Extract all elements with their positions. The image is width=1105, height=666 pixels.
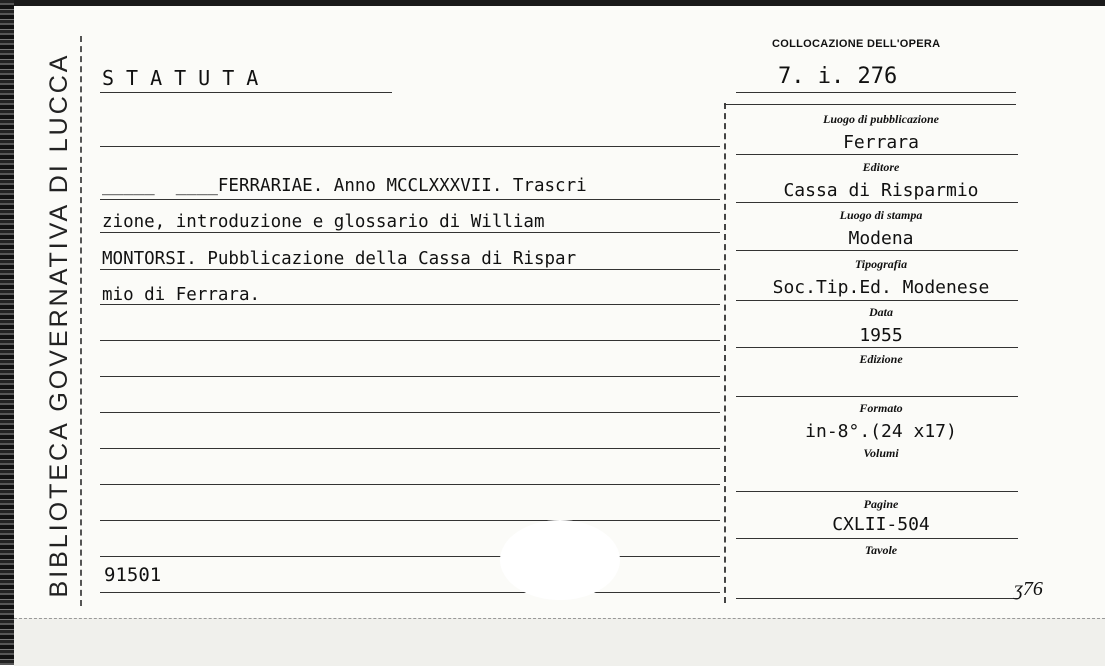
plates-label: Tavole — [864, 543, 898, 557]
field-rule — [736, 154, 1018, 155]
printer-label: Tipografia — [854, 257, 908, 271]
handwritten-note: ʒ76 — [1014, 578, 1043, 600]
ruled-line — [100, 376, 720, 377]
format-value: in-8°.(24 x17) — [805, 421, 957, 442]
format-label: Formato — [859, 401, 903, 415]
field-rule — [736, 202, 1018, 203]
collocation-rule — [736, 92, 1016, 93]
ruled-line — [100, 199, 720, 200]
edition-label: Edizione — [859, 352, 903, 366]
collocation-label: COLLOCAZIONE DELL'OPERA — [772, 38, 941, 50]
field-rule — [736, 300, 1018, 301]
ruled-line — [100, 448, 720, 449]
date-label: Data — [869, 305, 893, 319]
place-value: Ferrara — [843, 132, 919, 153]
print-place-value: Modena — [848, 228, 914, 249]
ruled-line — [100, 592, 720, 593]
description-line: zione, introduzione e glossario di William — [102, 212, 545, 232]
field-rule — [736, 347, 1018, 348]
print-place-label: Luogo di stampa — [839, 208, 923, 222]
scan-top-edge — [14, 0, 1105, 6]
description-line: MONTORSI. Pubblicazione della Cassa di Rispar — [102, 249, 577, 269]
ruled-line — [100, 412, 720, 413]
field-rule — [736, 396, 1018, 397]
pages-value: CXLII-504 — [832, 514, 930, 535]
publisher-label: Editore — [862, 160, 900, 174]
card-title: STATUTA — [102, 66, 271, 90]
ruled-line — [100, 146, 720, 147]
field-rule — [736, 250, 1018, 251]
ruled-line — [100, 269, 720, 270]
library-name: BIBLIOTECA GOVERNATIVA DI LUCCA — [45, 52, 73, 598]
field-rule — [736, 598, 1018, 599]
card-bottom-strip — [14, 618, 1105, 666]
inventory-number: 91501 — [104, 564, 162, 586]
ruled-line — [100, 556, 720, 557]
date-value: 1955 — [859, 325, 903, 346]
scan-edge — [0, 0, 14, 665]
ruled-line — [100, 484, 720, 485]
place-label: Luogo di pubblicazione — [822, 112, 939, 126]
ruled-line — [100, 340, 720, 341]
details-panel-edge — [724, 103, 726, 603]
pages-label: Pagine — [863, 497, 899, 511]
collocation-value: 7. i. 276 — [778, 64, 898, 89]
ruled-line — [100, 232, 720, 233]
description-line: _____ ____FERRARIAE. Anno MCCLXXXVII. Trascri — [102, 176, 587, 196]
field-rule — [736, 538, 1018, 539]
printer-value: Soc.Tip.Ed. Modenese — [772, 277, 990, 298]
publisher-value: Cassa di Risparmio — [783, 180, 979, 201]
ruled-line — [100, 520, 720, 521]
margin-line — [80, 36, 82, 606]
field-rule — [736, 491, 1018, 492]
smudge — [500, 520, 620, 600]
title-rule — [100, 92, 392, 93]
details-panel-top — [724, 104, 1016, 105]
description-line: mio di Ferrara. — [102, 285, 261, 305]
volumes-label: Volumi — [863, 446, 899, 460]
